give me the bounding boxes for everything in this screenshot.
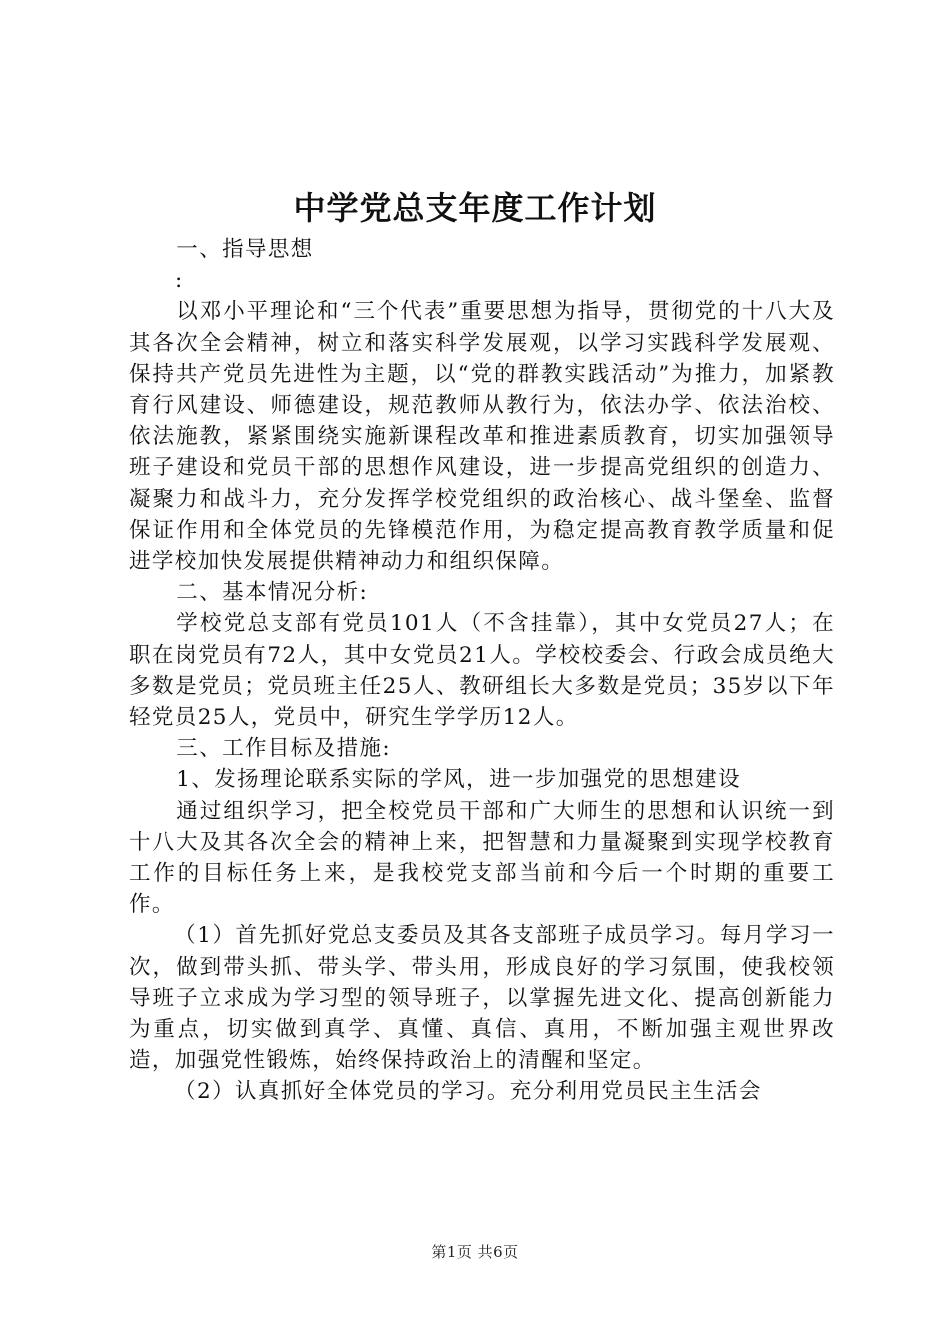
section-heading-basic-situation: 二、基本情况分析: [176, 580, 369, 606]
paragraph-basic-situation: 学校党总支部有党员101人（不含挂靠），其中女党员27人；在职在岗党员有72人，其中女党员21人。学校校委会、行政会成员绝大多数是党员；党员班主任25人、教研组长大多数是党员；35岁以下年轻党员25人，党员中，研究生学学历12人。 [129, 611, 835, 731]
paragraph-sub-item-1: （1）首先抓好党总支委员及其各支部班子成员学习。每月学习一次，做到带头抓、带头学、带头用，形成良好的学习氛围，使我校领导班子立求成为学习型的领导班子，以掌握先进文化、提高创新能力为重点，切实做到真学、真懂、真信、真用，不断加强主观世界改造，加强党性锻炼，始终保持政治上的清醒和坚定。 [129, 923, 835, 1074]
section-heading-guiding-ideology: 一、指导思想 [176, 237, 314, 262]
section-colon: : [175, 268, 184, 294]
section-heading-goals-measures: 三、工作目标及措施: [176, 736, 392, 762]
paragraph-item-1: 通过组织学习，把全校党员干部和广大师生的思想和认识统一到十八大及其各次全会的精神上来，把智慧和力量凝聚到实现学校教育工作的目标任务上来，是我校党支部当前和今后一个时期的重要工作。 [129, 798, 835, 918]
document-body [129, 234, 835, 1108]
item-heading-1: 1、发扬理论联系实际的学风，进一步加强党的思想建设 [176, 767, 741, 793]
paragraph-guiding-ideology: 以邓小平理论和“三个代表”重要思想为指导，贯彻党的十八大及其各次全会精神，树立和落实科学发展观，以学习实践科学发展观、保持共产党员先进性为主题，以“党的群教实践活动”为推力，加紧教育行风建设、师德建设，规范教师从教行为，依法办学、依法治校、依法施教，紧紧围绕实施新课程改革和推进素质教育，切实加强领导班子建设和党员干部的思想作风建设，进一步提高党组织的创造力、凝聚力和战斗力，充分发挥学校党组织的政治核心、战斗堡垒、监督保证作用和全体党员的先锋模范作用，为稳定提高教育教学质量和促进学校加快发展提供精神动力和组织保障。 [129, 299, 835, 575]
document-title: 中学党总支年度工作计划 [293, 189, 657, 227]
page-number-footer: 第1页 共6页 [431, 1243, 519, 1261]
paragraph-sub-item-2: （2）认真抓好全体党员的学习。充分利用党员民主生活会 [174, 1079, 762, 1105]
